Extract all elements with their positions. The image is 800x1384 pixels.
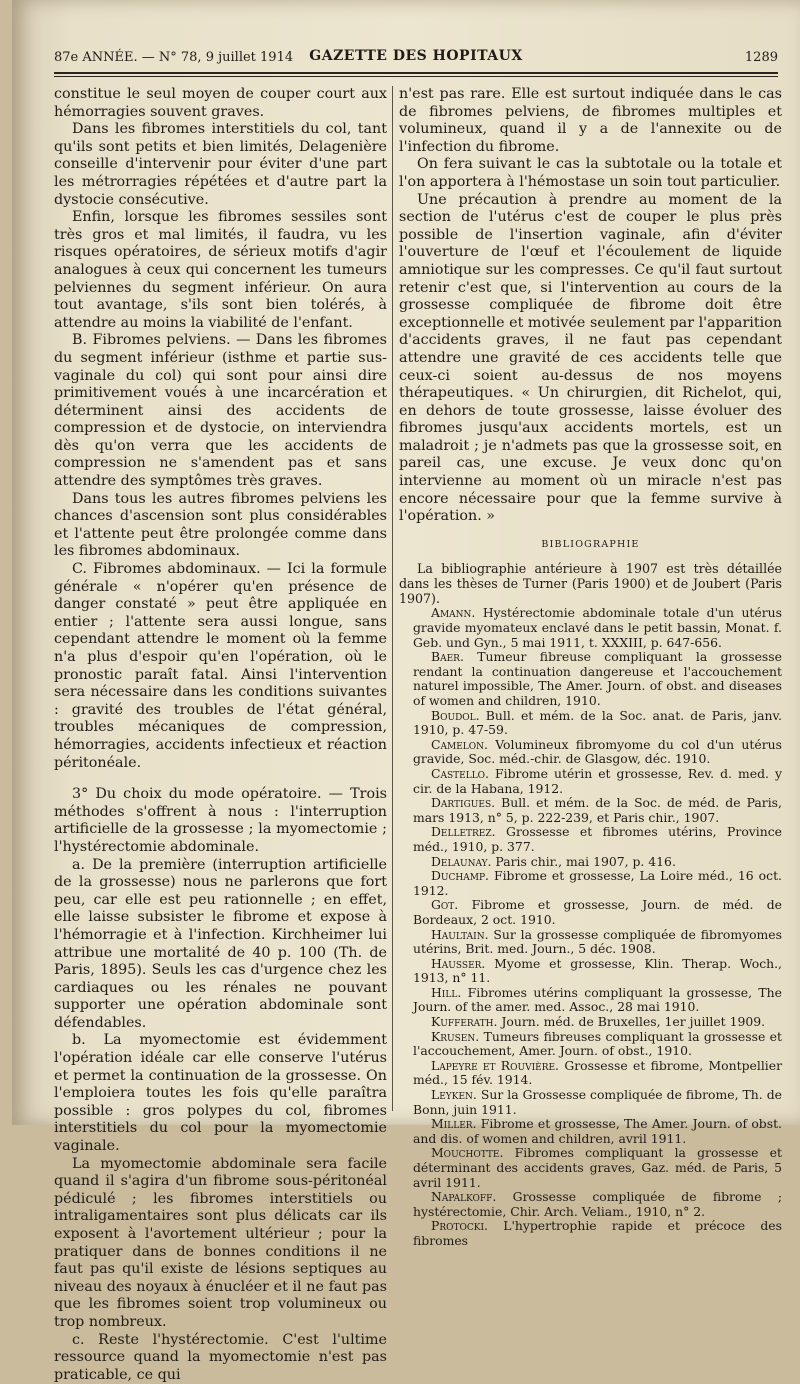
entry-text: Sur la grossesse compliquée de fibromyomes utérins, Brit. med. Journ., 5 déc. 1908. <box>413 926 782 957</box>
bibliography-entry <box>399 1219 782 1248</box>
entry-text: Tumeur fibreuse compliquant la grossesse rendant la continuation dangereuse et l'accouchement naturel impossible, The Amer. Journ. of obst. and diseases of women and children, 1910. <box>413 649 782 708</box>
bibliography-entry <box>399 986 782 1015</box>
paragraph: On fera suivant le cas la subtotale ou la totale et l'on apportera à l'hémostase un soin tout particulier. <box>399 156 782 190</box>
entry-text: Volumineux fibromyome du col d'un utérus gravide, Soc. méd.-chir. de Glasgow, déc. 1910. <box>413 736 782 767</box>
bibliography-entry <box>399 767 782 796</box>
bibliography-entry <box>399 1190 782 1219</box>
entry-author: Mouchotte. <box>431 1145 504 1161</box>
bibliography-entry <box>399 957 782 986</box>
issue-info: 87e ANNÉE. — N° 78, 9 juillet 1914 <box>54 50 294 65</box>
paragraph: n'est pas rare. Elle est surtout indiquée dans le cas de fibromes pelviens, de fibromes multiples et volumineux, quand il y a de l'annexite ou de l'infection du fibrome. <box>399 86 782 155</box>
header-rule <box>54 72 778 74</box>
section-heading-paragraph: 3° Du choix du mode opératoire. — Trois méthodes s'offrent à nous : l'interruption artificielle de la grossesse ; la myomectomie ; l'hystérectomie abdominale. <box>54 786 387 855</box>
entry-text: Fibrome et grossesse, The Amer. Journ. of obst. and dis. of women and children, avril 1911. <box>413 1116 782 1146</box>
paragraph: constitue le seul moyen de couper court aux hémorragies souvent graves. <box>54 86 387 120</box>
entry-text: L'hypertrophie rapide et précoce des fibromes <box>413 1218 782 1248</box>
entry-text: Fibromes utérins compliquant la grossesse, The Journ. of the amer. med. Assoc., 28 mai 1910. <box>413 984 782 1015</box>
entry-author: Got. <box>431 897 459 913</box>
entry-text: Myome et grossesse, Klin. Therap. Woch., 1913, n° 11. <box>413 955 782 986</box>
entry-author: Boudol. <box>431 707 480 723</box>
column-divider <box>392 86 393 1111</box>
bibliography-entry <box>399 606 782 650</box>
right-column <box>399 86 782 1248</box>
entry-text: Sur la Grossesse compliquée de fibrome, Th. de Bonn, juin 1911. <box>413 1087 782 1117</box>
entry-author: Delaunay. <box>431 853 492 869</box>
paragraph: c. Reste l'hystérectomie. C'est l'ultime ressource quand la myomectomie n'est pas praticable, ce qui <box>54 1331 387 1383</box>
page-number: 1289 <box>744 50 778 65</box>
entry-author: Hausser. <box>431 955 486 971</box>
bibliography-title: BIBLIOGRAPHIE <box>541 538 640 550</box>
entry-text: Fibrome et grossesse, Journ. de méd. de Bordeaux, 2 oct. 1910. <box>413 897 782 927</box>
entry-author: Napalkoff. <box>431 1189 497 1205</box>
entry-author: Haultain. <box>431 926 489 942</box>
bibliography-intro: La bibliographie antérieure à 1907 est très détaillée dans les thèses de Turner (Paris 1900) et de Joubert (Paris 1907). <box>399 561 782 607</box>
bibliography-entry <box>399 738 782 767</box>
entry-text: Grossesse compliquée de fibrome ; hystérectomie, Chir. Arch. Veliam., 1910, n° 2. <box>413 1189 782 1219</box>
paragraph: Une précaution à prendre au moment de la section de l'utérus c'est de couper le plus près possible de l'insertion vaginale, afin d'éviter l'ouverture de l'œuf et l'écoulement de liquide amniotique sur les compresses. Ce qu'il faut surtout retenir c'est que, si l'intervention au cours de la grossesse compliquée de fibrome doit être exceptionnelle et motivée seulement par l'apparition d'accidents graves, il ne faut pas cependant attendre une gravité de ces accidents telle que ceux-ci soient au-dessus de nos moyens thérapeutiques. « Un chirurgien, dit Richelot, qui, en dehors de toute grossesse, laisse évoluer des fibromes jusqu'aux accidents mortels, est un maladroit ; je n'admets pas que la grossesse soit, en pareil cas, une excuse. Je veux donc qu'on intervienne au moment où un miracle n'est pas encore nécessaire pour que la femme survive à l'opération. » <box>399 191 782 525</box>
entry-author: Amann. <box>431 605 476 621</box>
bibliography-entry <box>399 855 782 870</box>
page-header <box>54 46 778 70</box>
entry-text: Grossesse et fibrome, Montpellier méd., 15 fév. 1914. <box>413 1057 782 1088</box>
paragraph: Dans tous les autres fibromes pelviens les chances d'ascension sont plus considérables et l'attente peut être prolongée comme dans les fibromes abdominaux. <box>54 490 387 560</box>
paragraph: La myomectomie abdominale sera facile quand il s'agira d'un fibrome sous-péritonéal pédiculé ; les fibromes interstitiels ou intraligamentaires sont plus délicats car ils exposent à l'avortement ultérieur ; pour la pratiquer dans de bonnes conditions il ne faut pas qu'il existe de lésions septiques au niveau des noyaux à énucléer et il ne faut pas que les fibromes soient trop volumineux ou trop nombreux. <box>54 1155 387 1330</box>
newspaper-page <box>12 0 800 1383</box>
entry-text: Fibrome utérin et grossesse, Rev. d. med. y cir. de la Habana, 1912. <box>413 765 782 796</box>
bibliography-entry <box>399 1146 782 1190</box>
entry-author: Krusen. <box>431 1028 480 1044</box>
entry-text: Bull. et mém. de la Soc. de méd. de Paris, mars 1913, n° 5, p. 222-239, et Paris chir., 1907. <box>413 795 782 825</box>
bibliography-entry <box>399 709 782 738</box>
entry-author: Lapeyre et Rouvière. <box>431 1057 560 1073</box>
bibliography-entry <box>399 1088 782 1117</box>
bibliography-entry <box>399 1059 782 1088</box>
header-rule-thin <box>54 76 778 77</box>
entry-author: Protocki. <box>431 1218 488 1234</box>
entry-text: Fibrome et grossesse, La Loire méd., 16 oct. 1912. <box>413 868 782 898</box>
entry-author: Delletrez. <box>431 824 496 840</box>
journal-title: GAZETTE DES HOPITAUX <box>309 48 523 64</box>
bibliography-entry <box>399 796 782 825</box>
paragraph: C. Fibromes abdominaux. — Ici la formule générale « n'opérer qu'en présence de danger constaté » peut être appliquée en entier ; l'attente sera aussi longue, sans cependant attendre le moment où la femme n'a plus d'espoir qu'en l'opération, où le pronostic paraît fatal. Ainsi l'intervention sera nécessaire dans les conditions suivantes : gravité des troubles de l'état général, troubles mécaniques de compression, hémorragies, accidents infectieux et réaction péritonéale. <box>54 561 387 771</box>
entry-author: Miller. <box>431 1116 477 1132</box>
paragraph: b. La myomectomie est évidemment l'opération idéale car elle conserve l'utérus et permet la continuation de la grossesse. On l'emploiera toutes les fois qu'elle paraîtra possible : gros polypes du col, fibromes interstitiels du col pour la myomectomie vaginale. <box>54 1032 387 1155</box>
entry-author: Kufferath. <box>431 1014 498 1030</box>
paragraph: Enfin, lorsque les fibromes sessiles sont très gros et mal limités, il faudra, vu les risques opératoires, de sérieux motifs d'agir analogues à ceux qui concernent les tumeurs pelviennes du segment inférieur. On aura tout avantage, s'ils sont bien tolérés, à attendre au moins la viabilité de l'enfant. <box>54 209 387 331</box>
entry-text: Grossesse et fibromes utérins, Province méd., 1910, p. 377. <box>413 824 782 854</box>
entry-author: Duchamp. <box>431 868 489 884</box>
bibliography-entry <box>399 1117 782 1146</box>
entry-author: Hill. <box>431 984 462 1000</box>
paragraph: Dans les fibromes interstitiels du col, tant qu'ils sont petits et bien limités, Delagenière conseille d'intervenir pour éviter d'une part les métrorragies répétées et d'autre part la dystocie consécutive. <box>54 121 387 208</box>
bibliography-entry <box>399 898 782 927</box>
entry-author: Castello. <box>431 765 489 781</box>
entry-author: Leyken. <box>431 1087 477 1103</box>
entry-text: Paris chir., mai 1907, p. 416. <box>495 853 676 869</box>
paragraph: B. Fibromes pelviens. — Dans les fibromes du segment inférieur (isthme et partie sus-vaginale du col) qui sont pour ainsi dire primitivement voués à une incarcération et déterminent ainsi des accidents de compression et de dystocie, on interviendra dès qu'on verra que les accidents de compression ne s'amendent pas et sans attendre des symptômes très graves. <box>54 332 387 490</box>
bibliography-list <box>399 606 782 1248</box>
bibliography-entry <box>399 825 782 854</box>
entry-text: Journ. méd. de Bruxelles, 1er juillet 1909. <box>501 1014 766 1030</box>
bibliography-entry <box>399 928 782 957</box>
entry-text: Tumeurs fibreuses compliquant la grossesse et l'accouchement, Amer. Journ. of obst., 1910. <box>413 1028 782 1059</box>
entry-author: Dartigues. <box>431 795 496 811</box>
bibliography-entry <box>399 1030 782 1059</box>
paragraph: a. De la première (interruption artificielle de la grossesse) nous ne parlerons que fort peu, car elle est peu rationnelle ; en effet, elle laisse subsister le fibrome et expose à l'hémorragie et à l'infection. Kirchheimer lui attribue une mortalité de 40 p. 100 (Th. de Paris, 1895). Seuls les cas d'urgence chez les cardiaques ou les rénales ne pouvant supporter une opération abdominale sont défendables. <box>54 856 387 1031</box>
entry-author: Camelon. <box>431 736 488 752</box>
bibliography-entry <box>399 1015 782 1030</box>
entry-text: Hystérectomie abdominale totale d'un utérus gravide myomateux enclavé dans le petit bassin, Monat. f. Geb. und Gyn., 5 mai 1911, t. XXXIII, p. 647-656. <box>413 605 782 650</box>
entry-text: Bull. et mém. de la Soc. anat. de Paris, janv. 1910, p. 47-59. <box>413 707 782 738</box>
left-column <box>54 86 387 1383</box>
entry-text: Fibromes compliquant la grossesse et déterminant des accidents graves, Gaz. méd. de Paris, 5 avril 1911. <box>413 1145 782 1190</box>
bibliography-entry <box>399 869 782 898</box>
bibliography-entry <box>399 650 782 708</box>
entry-author: Baer. <box>431 649 464 665</box>
